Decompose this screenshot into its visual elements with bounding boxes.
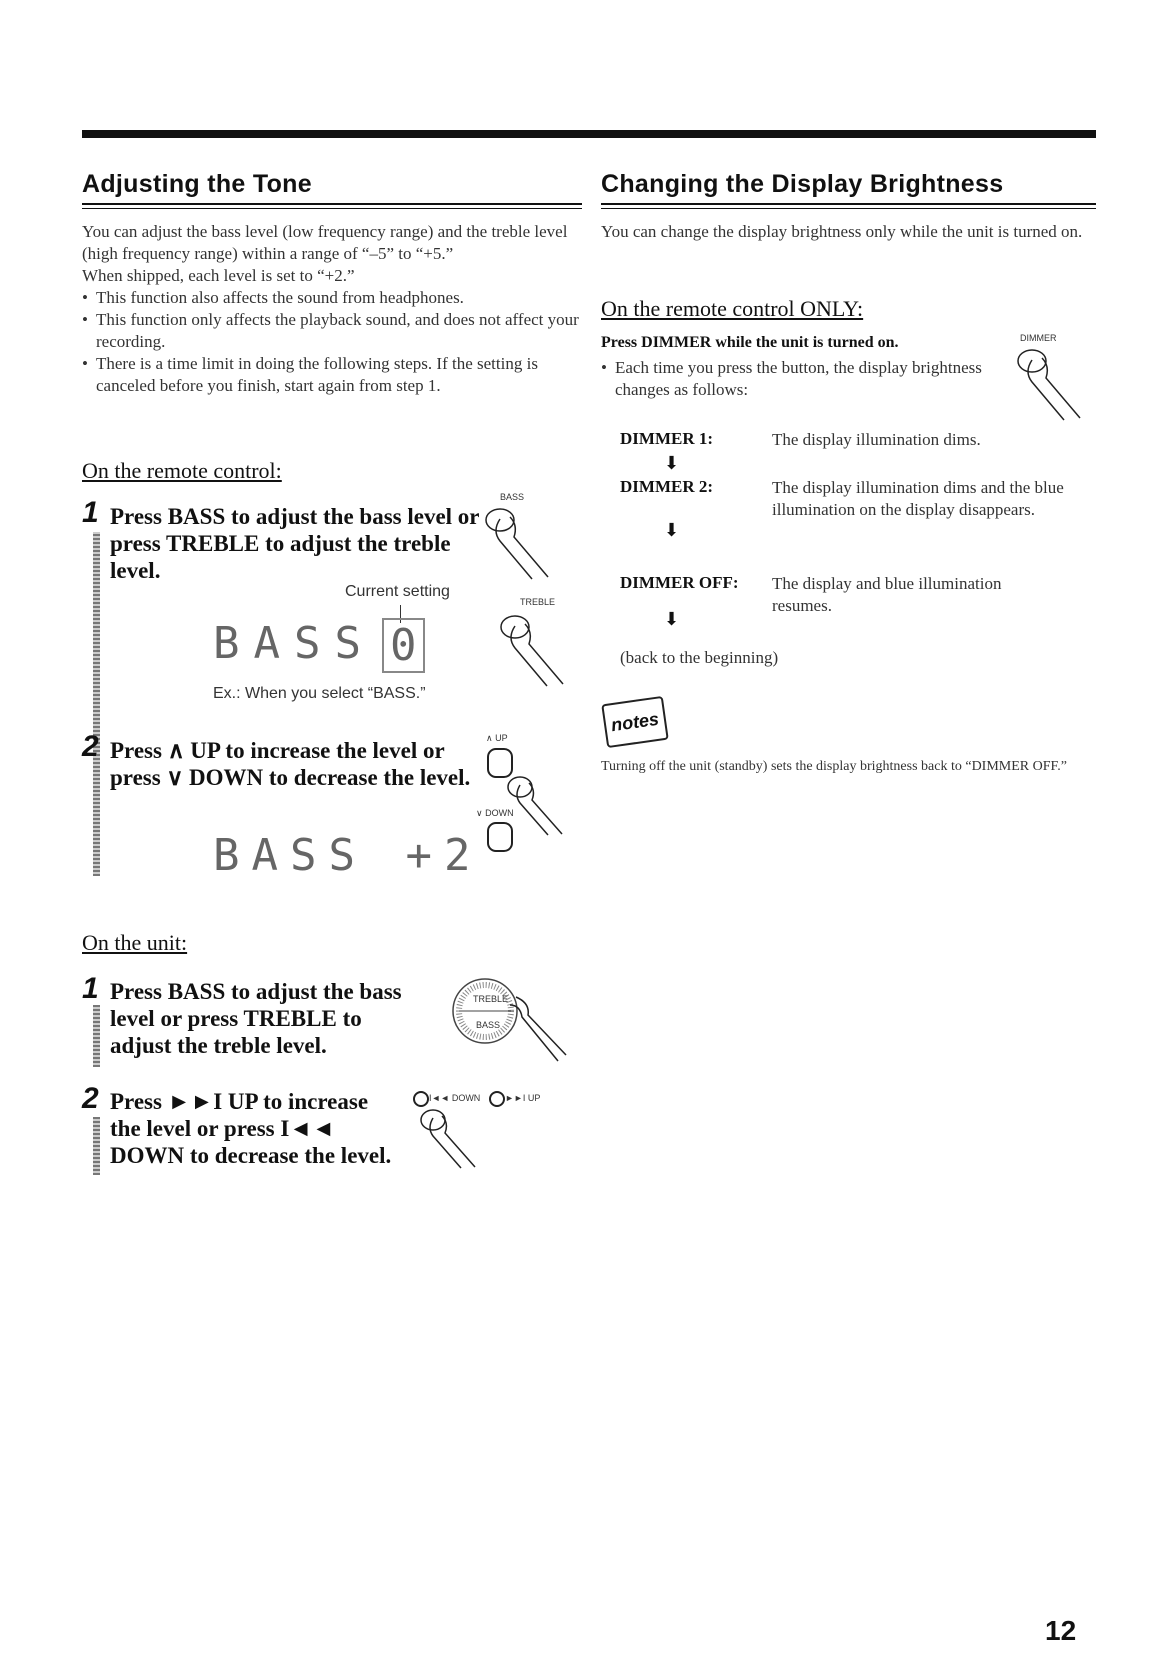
button-label-up: ►►I UP	[505, 1093, 541, 1103]
finger-press-dimmer-icon	[1012, 346, 1092, 426]
tone-bullet: • This function only affects the playback sound, and does not affect your recording.	[82, 309, 582, 353]
down-arrow-icon: ⬇	[664, 453, 680, 473]
heading-rule-thin	[601, 208, 1096, 209]
dimmer-bullet: • Each time you press the button, the display brightness changes as follows:	[601, 357, 985, 401]
step-number: 1	[82, 972, 99, 1005]
section-heading-brightness: Changing the Display Brightness	[601, 170, 1004, 198]
down-button-icon	[413, 1091, 429, 1107]
left-column	[82, 170, 582, 397]
key-label-bass: BASS	[500, 492, 525, 502]
heading-rule	[601, 203, 1096, 205]
unit-step1-text: Press BASS to adjust the bass level or press TREBLE to adjust the treble level.	[110, 979, 402, 1058]
notes-icon-label: notes	[609, 708, 661, 736]
step-number: 2	[82, 730, 99, 763]
tone-intro: You can adjust the bass level (low frequency range) and the treble level (high frequency range) within a range of “–5” to “+5.”	[82, 222, 568, 263]
notes-icon	[601, 696, 669, 748]
finger-press-down-icon	[505, 775, 575, 845]
dimmer-step-label: DIMMER OFF:	[620, 573, 739, 592]
tone-bullet: • There is a time limit in doing the following steps. If the setting is canceled before you finish, start again from step 1.	[82, 353, 582, 397]
dimmer-step-label: DIMMER 2:	[620, 477, 714, 496]
lcd-display-value: 0	[382, 618, 425, 673]
finger-press-treble-icon	[495, 612, 575, 692]
back-to-beginning: (back to the beginning)	[620, 648, 779, 667]
lcd-display-bass-plus2: BASS +2	[213, 830, 483, 881]
key-label-down: ∨ DOWN	[476, 808, 514, 818]
example-caption: Ex.: When you select “BASS.”	[213, 685, 426, 702]
dimmer-step-desc: The display and blue illumination resumes.	[772, 574, 1002, 615]
down-arrow-icon: ⬇	[664, 520, 680, 540]
dimmer-step-label: DIMMER 1:	[620, 429, 714, 448]
current-setting-label: Current setting	[345, 583, 450, 600]
down-arrow-icon: ⬇	[664, 609, 680, 629]
step-number: 1	[82, 496, 99, 529]
key-label-treble: TREBLE	[520, 597, 556, 607]
finger-press-unit-icon	[418, 1108, 488, 1178]
button-label-down: I◄◄ DOWN	[429, 1093, 481, 1103]
top-rule	[82, 130, 1096, 138]
step-number: 2	[82, 1082, 99, 1115]
tone-bullet: • This function also affects the sound from headphones.	[82, 287, 582, 309]
section-heading-tone: Adjusting the Tone	[82, 170, 312, 198]
remote-step2-text: Press ∧ UP to increase the level or press ∨ DOWN to decrease the level.	[110, 738, 471, 790]
key-label-dimmer: DIMMER	[1020, 333, 1057, 343]
brightness-intro: You can change the display brightness only while the unit is turned on.	[601, 222, 1083, 241]
step-bar	[93, 1117, 100, 1175]
remote-only-subtitle: On the remote control ONLY:	[601, 296, 864, 321]
step-bar	[93, 532, 100, 876]
step-bar	[93, 1005, 100, 1067]
right-column	[601, 170, 1096, 243]
tone-knob-icon	[450, 975, 580, 1065]
key-label-up: ∧ UP	[486, 733, 508, 743]
up-key-icon	[487, 748, 513, 778]
unit-step2-text: Press ►►I UP to increase the level or press I◄◄ DOWN to decrease the level.	[110, 1089, 392, 1168]
dimmer-step-desc: The display illumination dims.	[772, 430, 981, 449]
page-number: 12	[1045, 1615, 1077, 1646]
remote-subtitle: On the remote control:	[82, 458, 282, 483]
unit-subtitle: On the unit:	[82, 930, 188, 955]
up-button-icon	[489, 1091, 505, 1107]
finger-press-bass-icon	[480, 505, 560, 585]
knob-label-treble: TREBLE	[473, 994, 509, 1004]
note-text: Turning off the unit (standby) sets the display brightness back to “DIMMER OFF.”	[601, 759, 1067, 774]
dimmer-step-desc: The display illumination dims and the blue illumination on the display disappears.	[772, 478, 1064, 519]
dimmer-instruction: Press DIMMER while the unit is turned on.	[601, 334, 899, 351]
knob-label-bass: BASS	[476, 1020, 501, 1030]
remote-step1-text: Press BASS to adjust the bass level or press TREBLE to adjust the treble level.	[110, 504, 480, 583]
heading-rule	[82, 203, 582, 205]
heading-rule-thin	[82, 208, 582, 209]
tone-shipped: When shipped, each level is set to “+2.”	[82, 266, 355, 285]
lcd-display-bass: BASS	[213, 618, 375, 669]
